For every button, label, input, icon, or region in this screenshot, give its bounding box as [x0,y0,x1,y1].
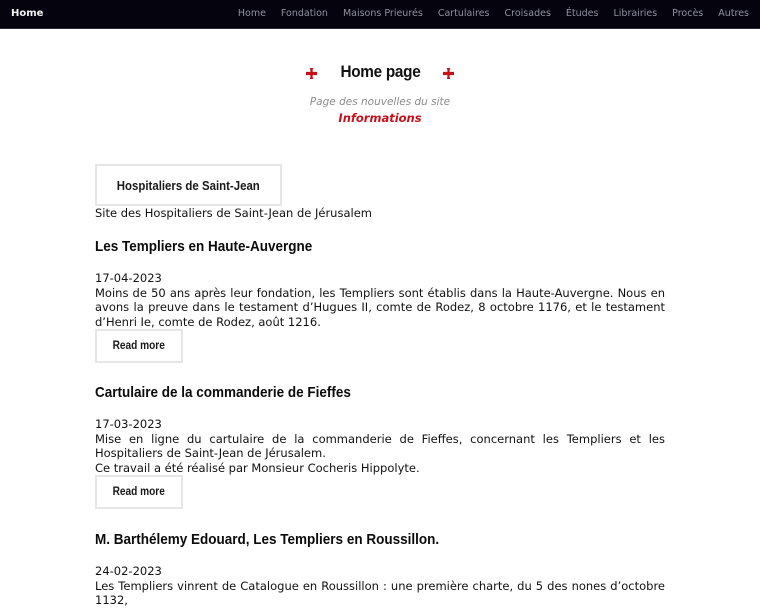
article-title[interactable]: Les Templiers en Haute-Auvergne [95,238,313,255]
nav-links [223,8,749,19]
read-more-label: Read more [112,486,166,498]
news-article [95,238,665,363]
nav-fondation[interactable]: Fondation [280,8,328,19]
article-body: Mise en ligne du cartulaire de la commanderie de Fieffes, concernant les Templiers et les Hospitaliers de Saint-Jean de Jérusalem. [95,431,665,460]
news-content [95,164,665,608]
news-article [95,531,665,608]
brand-home-link[interactable]: Home [11,8,44,19]
nav-home[interactable]: Home [237,8,266,19]
templar-cross-icon [306,68,317,79]
hospitaliers-button[interactable] [95,164,282,206]
read-more-button[interactable] [95,475,183,509]
page-title: Home page [339,62,421,81]
nav-etudes[interactable]: Études [565,8,599,19]
hospitaliers-button-label: Hospitaliers de Saint-Jean [116,177,261,193]
nav-librairies[interactable]: Librairies [613,8,658,19]
read-more-label: Read more [112,340,166,352]
page-header [0,62,760,125]
article-date: 17-03-2023 [95,417,162,431]
nav-maisons-prieures[interactable]: Maisons Prieurés [342,8,423,19]
top-navbar [0,0,760,29]
article-body: Les Templiers vinrent de Catalogue en Roussillon : une première charte, du 5 des nones d’octobre 1132, [95,578,665,607]
read-more-button[interactable] [95,329,183,363]
templar-cross-icon [443,68,454,79]
title-row [0,62,760,82]
article-body: Moins de 50 ans après leur fondation, les Templiers sont établis dans la Haute-Auvergne. Nous en avons la preuve dans le testament d’Hugues II, comte de Rodez, 8 octobre 1176, et le testament d’Henri Ie, comte de Rodez, août 1216. [95,285,665,329]
nav-cartulaires[interactable]: Cartulaires [437,8,490,19]
nav-proces[interactable]: Procès [672,8,704,19]
page-subtitle: Page des nouvelles du site [309,96,451,108]
nav-autres[interactable]: Autres [718,8,749,19]
article-body: Ce travail a été réalisé par Monsieur Cocheris Hippolyte. [95,460,420,475]
section-label: Informations [338,111,422,125]
article-title[interactable]: Cartulaire de la commanderie de Fieffes [95,384,351,401]
featured-description: Site des Hospitaliers de Saint-Jean de Jérusalem [95,206,372,220]
article-title[interactable]: M. Barthélemy Edouard, Les Templiers en Roussillon. [95,531,440,548]
article-date: 24-02-2023 [95,564,162,578]
nav-croisades[interactable]: Croisades [504,8,551,19]
article-date: 17-04-2023 [95,271,162,285]
news-article [95,384,665,509]
